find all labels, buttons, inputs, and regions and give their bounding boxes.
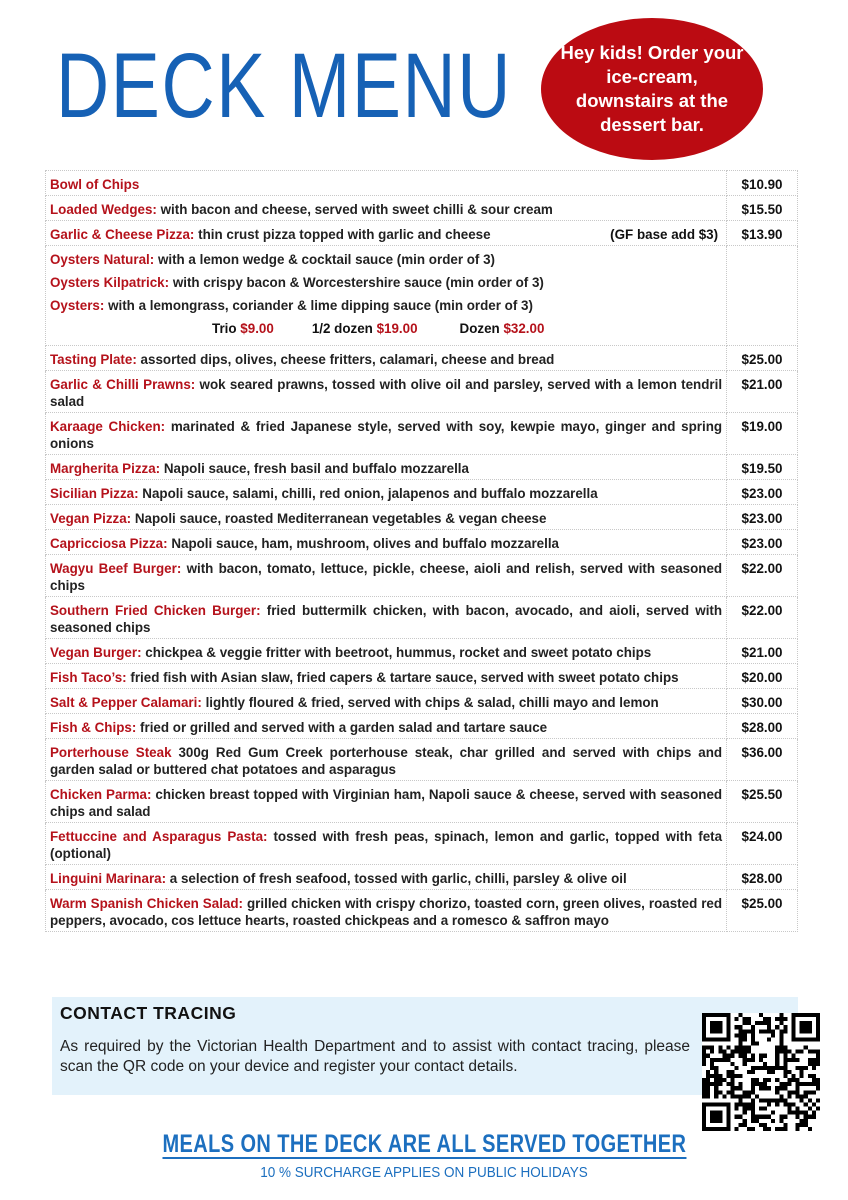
menu-item-name: Fish Taco’s: [50,670,127,685]
oyster-price-label: Trio [212,321,237,336]
menu-item-description [46,689,727,714]
oyster-line [50,297,722,314]
menu-row [46,865,798,890]
menu-item-description [46,597,727,639]
menu-item-detail: with bacon, tomato, lettuce, pickle, cheese, aioli and relish, served with seasoned chips [50,561,723,593]
menu-item-description [46,505,727,530]
menu-item-detail: 300g Red Gum Creek porterhouse steak, char grilled and served with chips and garden salad or buttered chat potatoes and asparagus [50,745,723,777]
menu-table [45,170,798,932]
menu-item-description [46,346,727,371]
menu-item-price: $24.00 [727,823,798,865]
menu-item-detail: thin crust pizza topped with garlic and cheese [198,227,491,242]
menu-item-detail: tossed with fresh peas, spinach, lemon and garlic, topped with feta (optional) [50,829,723,861]
menu-item-detail: lightly floured & fried, served with chips & salad, chilli mayo and lemon [205,695,659,710]
menu-item-description [46,739,727,781]
menu-row [46,739,798,781]
menu-row [46,664,798,689]
oyster-line [50,274,722,291]
menu-item-description [46,530,727,555]
contact-tracing-text: As required by the Victorian Health Department and to assist with contact tracing, please scan the QR code on your device and register your contact details. [60,1038,690,1075]
menu-item-detail: fried or grilled and served with a garden salad and tartare sauce [140,720,548,735]
menu-row [46,480,798,505]
menu-row [46,530,798,555]
menu-item-description [46,196,727,221]
menu-item-price: $36.00 [727,739,798,781]
oyster-price-value: $19.00 [376,321,418,336]
oyster-name: Oysters Natural: [50,252,155,267]
menu-row [46,823,798,865]
menu-row [46,221,798,246]
menu-item-name: Sicilian Pizza: [50,486,139,501]
menu-item-price: $23.00 [727,505,798,530]
contact-tracing-panel [52,997,798,1095]
menu-item-detail: Napoli sauce, salami, chilli, red onion, jalapenos and buffalo mozzarella [142,486,598,501]
menu-item-description [46,664,727,689]
menu-row [46,455,798,480]
menu-item-name: Linguini Marinara: [50,871,167,886]
menu-item-price: $10.90 [727,171,798,196]
oyster-detail: with a lemongrass, coriander & lime dipping sauce (min order of 3) [108,298,533,313]
menu-item-description [46,781,727,823]
menu-item-description [46,221,727,246]
menu-row [46,890,798,932]
menu-item-price: $20.00 [727,664,798,689]
contact-tracing-title: CONTACT TRACING [60,1003,237,1023]
menu-item-price: $28.00 [727,714,798,739]
footer-served-together: MEALS ON THE DECK ARE ALL SERVED TOGETHER [162,1130,686,1158]
menu-item-name: Garlic & Chilli Prawns: [50,377,196,392]
menu-item-name: Tasting Plate: [50,352,137,367]
oyster-price-value: $32.00 [503,321,545,336]
menu-item-name: Fish & Chips: [50,720,137,735]
menu-row [46,371,798,413]
menu-item-name: Vegan Burger: [50,645,142,660]
oyster-detail: with crispy bacon & Worcestershire sauce (min order of 3) [172,275,544,290]
menu-item-detail: Napoli sauce, roasted Mediterranean vegetables & vegan cheese [134,511,547,526]
menu-row [46,346,798,371]
menu-item-price: $21.00 [727,371,798,413]
menu-row [46,689,798,714]
menu-item-price: $22.00 [727,555,798,597]
menu-item-price: $23.00 [727,530,798,555]
menu-item-description [46,639,727,664]
menu-item-description [46,171,727,196]
menu-row [46,505,798,530]
oyster-line [50,251,722,268]
menu-item-name: Southern Fried Chicken Burger: [50,603,261,618]
menu-item-price: $25.00 [727,890,798,932]
menu-item-price: $30.00 [727,689,798,714]
menu-row [46,781,798,823]
menu-item-description [46,371,727,413]
oyster-name: Oysters: [50,298,105,313]
menu-item-description [46,555,727,597]
menu-item-description [46,823,727,865]
menu-item-detail: Napoli sauce, ham, mushroom, olives and buffalo mozzarella [171,536,560,551]
menu-item-name: Porterhouse Steak [50,745,172,760]
menu-item-name: Garlic & Cheese Pizza: [50,227,195,242]
menu-item-name: Warm Spanish Chicken Salad: [50,896,243,911]
menu-item-description [46,890,727,932]
menu-item-detail: fried buttermilk chicken, with bacon, avocado, and aioli, served with seasoned chips [50,603,723,635]
oyster-price-value: $9.00 [240,321,274,336]
kids-ice-cream-banner [541,18,763,160]
menu-item-description [46,455,727,480]
menu-item-name: Margherita Pizza: [50,461,161,476]
menu-item-price: $21.00 [727,639,798,664]
menu-item-detail: Napoli sauce, fresh basil and buffalo mozzarella [163,461,469,476]
menu-item-price: $25.00 [727,346,798,371]
menu-item-detail: fried fish with Asian slaw, fried capers & tartare sauce, served with sweet potato chips [130,670,679,685]
oyster-price-label: Dozen [459,321,500,336]
menu-row [46,413,798,455]
menu-item-price: $22.00 [727,597,798,639]
menu-row [46,246,798,346]
menu-item-name: Karaage Chicken: [50,419,166,434]
menu-item-name: Capricciosa Pizza: [50,536,168,551]
menu-item-description [46,480,727,505]
menu-item-detail: chickpea & veggie fritter with beetroot, hummus, rocket and sweet potato chips [145,645,652,660]
menu-row [46,196,798,221]
gf-base-note: (GF base add $3) [610,227,719,242]
menu-item-detail: marinated & fried Japanese style, served with soy, kewpie mayo, ginger and spring onions [50,419,723,451]
menu-item-price: $23.00 [727,480,798,505]
menu-item-name: Wagyu Beef Burger: [50,561,182,576]
menu-item-price: $15.50 [727,196,798,221]
menu-item-price: $25.50 [727,781,798,823]
menu-item-detail: a selection of fresh seafood, tossed with garlic, chilli, parsley & olive oil [169,871,627,886]
oyster-detail: with a lemon wedge & cocktail sauce (min order of 3) [157,252,496,267]
menu-item-description [46,413,727,455]
menu-row [46,597,798,639]
menu-item-detail: with bacon and cheese, served with sweet chilli & sour cream [160,202,553,217]
footer-surcharge: 10 % SURCHARGE APPLIES ON PUBLIC HOLIDAYS [260,1164,588,1181]
menu-item-description [46,714,727,739]
menu-item-name: Loaded Wedges: [50,202,157,217]
menu-item-name: Bowl of Chips [50,177,140,192]
oyster-name: Oysters Kilpatrick: [50,275,170,290]
menu-item-detail: grilled chicken with crispy chorizo, toasted corn, green olives, roasted red peppers, avocado, cos lettuce hearts, roasted chickpeas and a romesco & saffron mayo [50,896,723,928]
menu-item-price: $28.00 [727,865,798,890]
menu-item-price: $13.90 [727,221,798,246]
menu-item-name: Salt & Pepper Calamari: [50,695,202,710]
page-title: DECK MENU [56,35,513,137]
menu-item-detail: wok seared prawns, tossed with olive oil and parsley, served with a lemon tendril salad [50,377,723,409]
menu-item-name: Vegan Pizza: [50,511,132,526]
qr-code-icon[interactable] [702,1013,820,1131]
menu-row [46,714,798,739]
kids-banner-text: Hey kids! Order your ice-cream, downstairs at the dessert bar. [560,42,744,135]
menu-item-detail: chicken breast topped with Virginian ham, Napoli sauce & cheese, served with seasoned chips and salad [50,787,723,819]
menu-item-detail: assorted dips, olives, cheese fritters, calamari, cheese and bread [140,352,555,367]
menu-row [46,639,798,664]
menu-item-name: Fettuccine and Asparagus Pasta: [50,829,268,844]
menu-item-price: $19.00 [727,413,798,455]
menu-item-price: $19.50 [727,455,798,480]
menu-row [46,171,798,196]
oyster-prices [50,320,722,337]
menu-item-description [46,246,727,346]
menu-row [46,555,798,597]
menu-item-description [46,865,727,890]
menu-item-price [727,246,798,346]
oyster-price-label: 1/2 dozen [311,321,373,336]
menu-item-name: Chicken Parma: [50,787,152,802]
